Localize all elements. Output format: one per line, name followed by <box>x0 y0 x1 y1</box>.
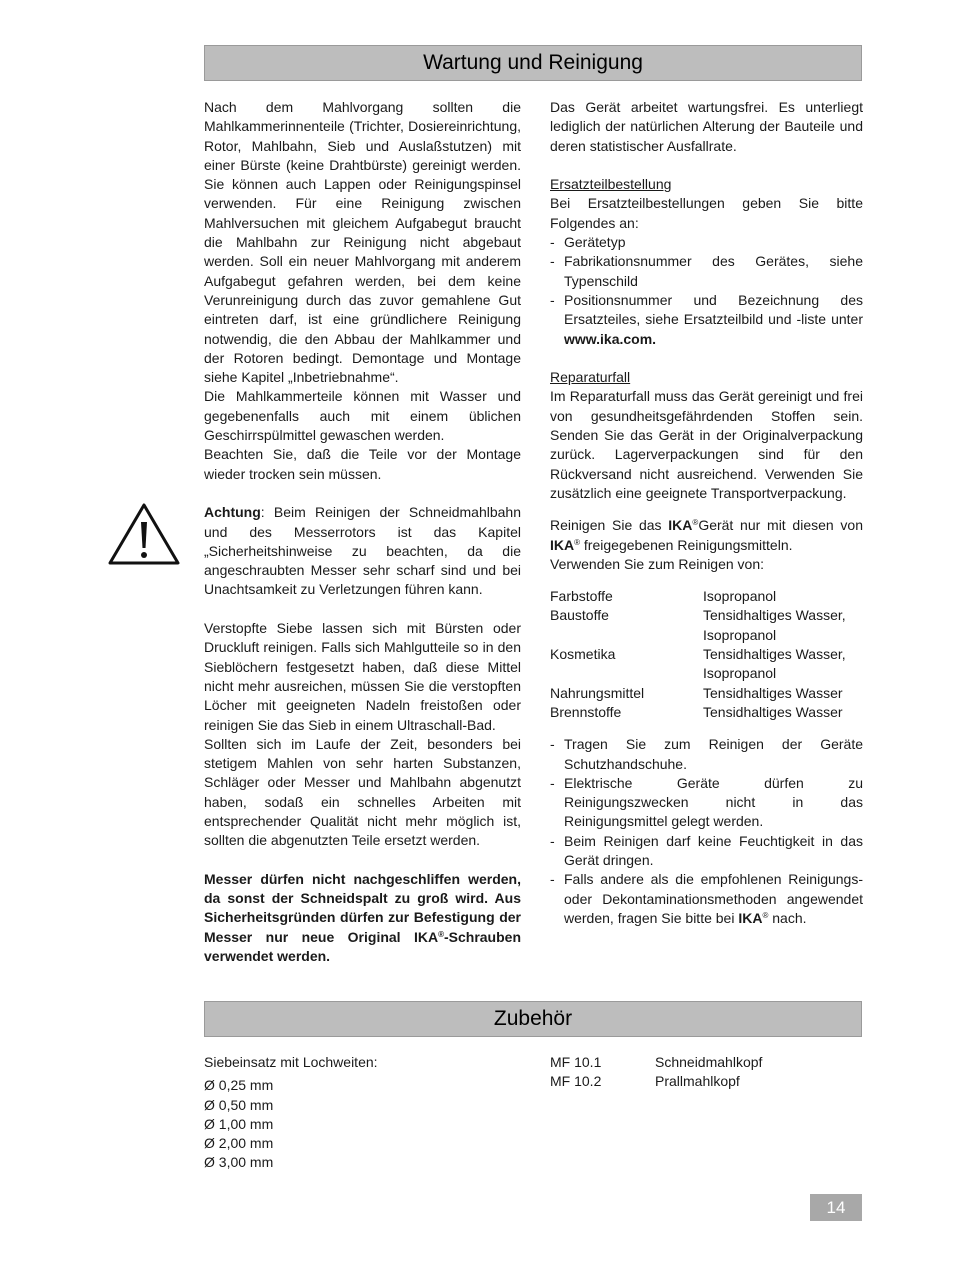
brand-name: IKA <box>668 517 693 534</box>
table-cell: Prallmahlkopf <box>655 1073 740 1090</box>
registered-mark: ® <box>438 929 444 939</box>
registered-mark: ® <box>762 910 769 920</box>
cleaning-paragraph: Nach dem Mahlvorgang sollten die Mahlkammerinnenteile (Trichter, Dosiereinrichtung, Rotor, Mahlbahn, Sieb und Auslaßstutzen) mit einer Bürste (keine Drahtbürste) gereinigt werden. Sie können auch Lappen oder Reinigungspinsel verwenden. Für eine Reinigung zwischen Mahlversuchen mit gleichem Aufgabegut braucht die Mahlbahn zur Reinigung nicht abgebaut werden. Soll ein neuer Mahlvorgang mit anderem Aufgabegut gefahren werden, bei dem keine Verunreinigung durch das zuvor gemahlene Gut eintreten darf, ist eine gründlichere Reinigung notwendig, die den Abbau der Mahlkammer und der Rotoren bedingt. Demontage und Montage siehe Kapitel „Inbetriebnahme“. <box>204 99 521 386</box>
text: freigegebenen Reinigungsmitteln. <box>580 536 793 553</box>
list-item: - Elektrische Geräte dürfen zu Reinigungszwecken nicht in das Reinigungsmittel gelegt werden. <box>550 774 863 832</box>
warning-triangle-icon <box>108 502 180 566</box>
table-cell: Isopropanol <box>703 588 777 605</box>
cleaning-agents-paragraph <box>550 516 863 555</box>
list-item-text: Falls andere als die empfohlenen Reinigungs- oder Dekontaminationsmethoden angewendet werden, fragen Sie bitte bei <box>564 871 863 926</box>
drying-paragraph: Beachten Sie, daß die Teile vor der Montage wieder trocken sein müssen. <box>204 446 521 482</box>
page-number: 14 <box>810 1194 862 1221</box>
accessories-heading: Zubehör <box>204 1001 862 1037</box>
table-row <box>550 1053 863 1072</box>
knife-warning <box>204 870 521 966</box>
list-item: Ø 0,50 mm <box>204 1096 274 1113</box>
list-item: - Fabrikationsnummer des Gerätes, siehe Typenschild <box>550 252 863 291</box>
sieve-list <box>204 1076 521 1172</box>
cleaning-use-line: Verwenden Sie zum Reinigen von: <box>550 555 765 572</box>
cleaning-agents-table <box>550 587 863 722</box>
sieve-cleaning-paragraph: Verstopfte Siebe lassen sich mit Bürsten oder Druckluft reinigen. Falls sich Mahlgutteile so in den Sieblöchern festgesetzt haben, daß diese Mittel nicht mehr ausreichen, müssen Sie die verstopften Löcher mit geeigneten Nadeln freistoßen oder reinigen Sie das Sieb in einem Ultraschall-Bad. <box>204 620 521 733</box>
spare-parts-intro: Bei Ersatzteilbestellungen geben Sie bitte Folgendes an: <box>550 195 863 231</box>
grinding-heads-table <box>550 1053 863 1092</box>
accessories-right-column <box>550 1053 863 1092</box>
repair-paragraph: Im Reparaturfall muss das Gerät gereinigt und frei von gesundheitsgefährdenden Stoffen sein. Senden Sie das Gerät in der Originalverpackung zurück. Lagerverpackungen sind für den Rückversand nicht ausreichend. Verwenden Sie zusätzlich eine geeignete Transportverpackung. <box>550 388 863 501</box>
table-row <box>550 606 863 645</box>
table-cell: Nahrungsmittel <box>550 684 645 701</box>
caution-label: Achtung <box>204 504 261 521</box>
table-cell: Tensidhaltiges Wasser <box>703 684 843 701</box>
spare-parts-list <box>550 233 863 349</box>
text: Gerät nur mit diesen von <box>698 517 863 534</box>
list-item: - Beim Reinigen darf keine Feuchtigkeit in das Gerät dringen. <box>550 832 863 871</box>
cleaning-notes-list <box>550 735 863 928</box>
registered-mark: ® <box>574 537 581 547</box>
table-cell: Tensidhaltiges Wasser, Isopropanol <box>703 646 846 682</box>
maintenance-free-paragraph: Das Gerät arbeitet wartungsfrei. Es unterliegt lediglich der natürlichen Alterung der Bauteile und deren statistischer Ausfallrate. <box>550 99 863 154</box>
list-item: - Gerätetyp <box>550 233 863 252</box>
table-cell: Farbstoffe <box>550 588 613 605</box>
table-row <box>550 1072 863 1091</box>
sieve-label: Siebeinsatz mit Lochweiten: <box>204 1054 378 1070</box>
table-row <box>550 684 863 703</box>
brand-name: IKA <box>550 536 575 553</box>
list-item: Ø 3,00 mm <box>204 1154 274 1171</box>
maintenance-heading: Wartung und Reinigung <box>204 45 862 81</box>
list-item-text-end: nach. <box>768 909 807 926</box>
wear-paragraph: Sollten sich im Laufe der Zeit, besonders bei stetigem Mahlen von sehr harten Substanzen, Schläger oder Messer und Mahlbahn abgenutzt haben, sodaß ein schnelles Arbeiten mit entsprechender Qualität nicht mehr möglich ist, sollten die abgenutzten Teile ersetzt werden. <box>204 735 521 849</box>
knife-warning-text-end: -Schrauben verwendet werden. <box>204 928 521 965</box>
caution-paragraph <box>204 503 521 599</box>
list-item: - Tragen Sie zum Reinigen der Geräte Schutzhandschuhe. <box>550 735 863 774</box>
repair-heading: Reparaturfall <box>550 369 631 386</box>
washing-paragraph: Die Mahlkammerteile können mit Wasser und gegebenenfalls auch mit einem üblichen Geschirrspülmittel gewaschen werden. <box>204 388 521 444</box>
accessories-left-column <box>204 1053 521 1173</box>
list-item-text: Positionsnummer und Bezeichnung des Ersatzteiles, siehe Ersatzteilbild und -liste unter <box>564 291 863 328</box>
table-cell: MF 10.1 <box>550 1054 602 1070</box>
table-cell: Tensidhaltiges Wasser, Isopropanol <box>703 607 846 643</box>
list-item: Ø 2,00 mm <box>204 1135 274 1152</box>
list-item: Ø 1,00 mm <box>204 1115 274 1132</box>
text: Reinigen Sie das <box>550 517 669 534</box>
table-cell: Tensidhaltiges Wasser <box>703 703 843 720</box>
spare-parts-heading: Ersatzteilbestellung <box>550 176 672 193</box>
maintenance-right-column <box>550 98 863 928</box>
table-row <box>550 645 863 684</box>
table-row <box>550 703 863 722</box>
maintenance-left-column <box>204 98 521 966</box>
brand-name: IKA <box>738 909 763 926</box>
caution-text: : Beim Reinigen der Schneidmahlbahn und des Messerrotors ist das Kapitel „Sicherheitshinweise zu beachten, da die angeschraubten Messer sehr scharf sind und bei Unachtsamkeit zu Verletzungen führen kann. <box>204 504 521 598</box>
table-row <box>550 587 863 606</box>
list-item <box>550 291 863 349</box>
table-cell: Baustoffe <box>550 607 609 624</box>
table-cell: MF 10.2 <box>550 1073 602 1090</box>
table-cell: Brennstoffe <box>550 703 622 720</box>
table-cell: Kosmetika <box>550 646 616 663</box>
registered-mark: ® <box>692 518 699 528</box>
list-item <box>550 870 863 928</box>
table-cell: Schneidmahlkopf <box>655 1054 763 1070</box>
knife-warning-text: Messer dürfen nicht nachgeschliffen werden, da sonst der Schneidspalt zu groß wird. Aus Sicherheitsgründen dürfen zur Befestigung der Messer nur neue Original IKA <box>204 870 521 945</box>
ika-website-link[interactable]: www.ika.com. <box>564 330 657 347</box>
list-item: Ø 0,25 mm <box>204 1077 274 1094</box>
